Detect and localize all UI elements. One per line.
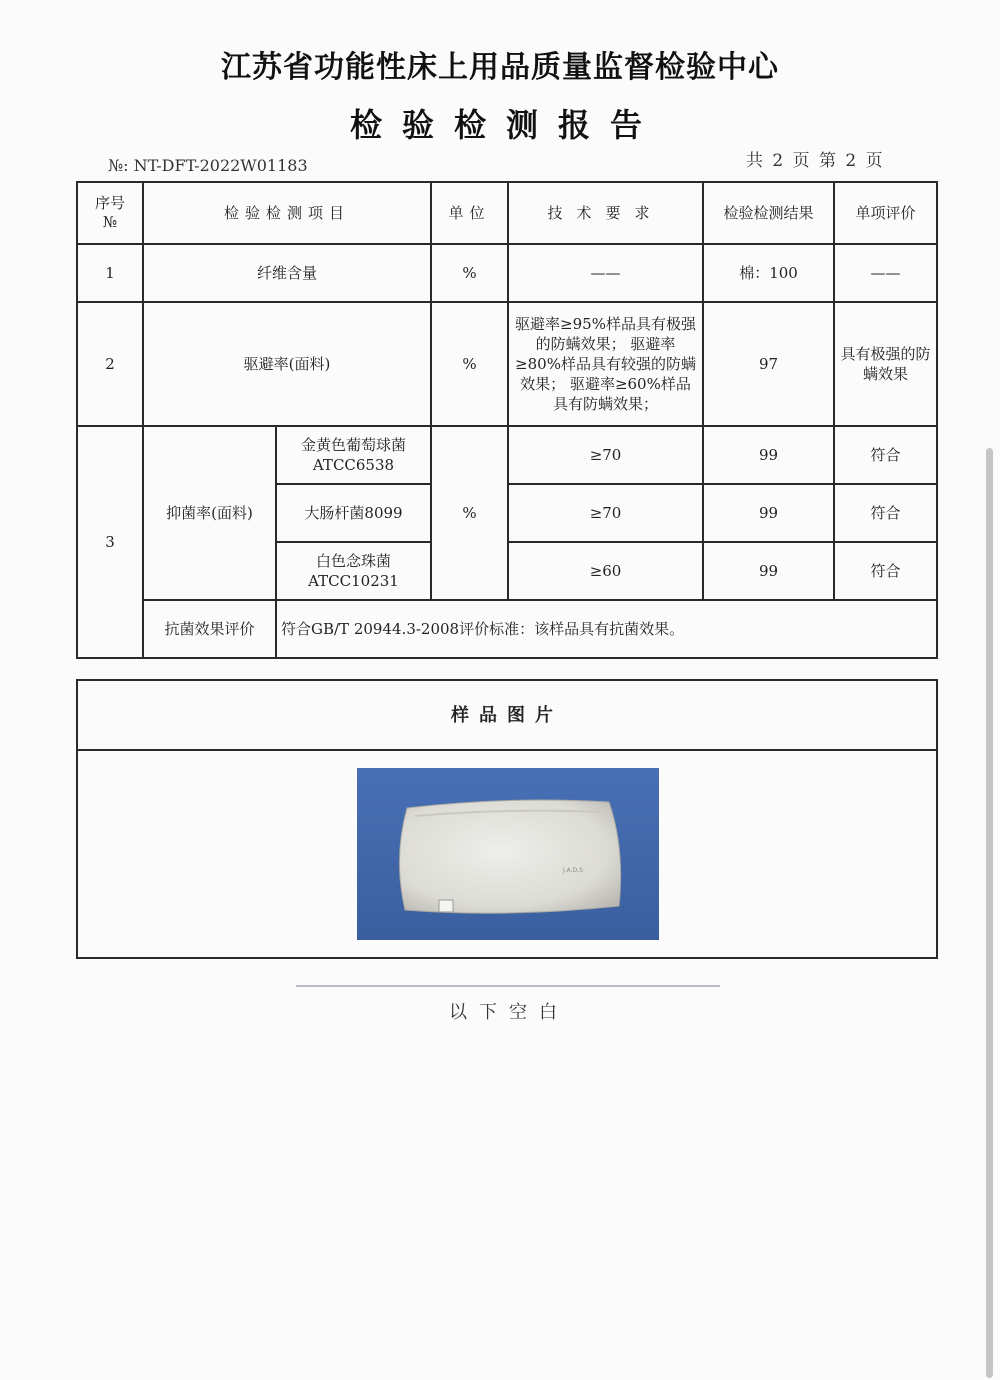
row3-requirement-3: ≥60 — [508, 542, 703, 600]
table-row — [77, 426, 937, 484]
header-item: 检验检测项目 — [143, 182, 431, 244]
org-title: 江苏省功能性床上用品质量监督检验中心 — [221, 50, 779, 85]
row1-seq: 1 — [77, 244, 143, 302]
pillow-illustration — [357, 768, 659, 940]
row2-result: 97 — [703, 302, 834, 426]
row2-requirement: 驱避率≥95%样品具有极强的防螨效果； 驱避率≥80%样品具有较强的防螨效果； 驱避率≥60%样品具有防螨效果； — [508, 302, 703, 426]
row1-requirement: —— — [508, 244, 703, 302]
results-table — [76, 181, 938, 659]
sample-image-title: 样品图片 — [78, 681, 936, 751]
table-row — [77, 600, 937, 658]
row3-organism-3: 白色念珠菌 ATCC10231 — [276, 542, 431, 600]
table-row — [77, 244, 937, 302]
row3-organism-1: 金黄色葡萄球菌 ATCC6538 — [276, 426, 431, 484]
row3-summary-label: 抗菌效果评价 — [143, 600, 276, 658]
row3-evaluation-2: 符合 — [834, 484, 937, 542]
row3-requirement-2: ≥70 — [508, 484, 703, 542]
row3-result-2: 99 — [703, 484, 834, 542]
row2-seq: 2 — [77, 302, 143, 426]
header-unit: 单位 — [431, 182, 508, 244]
row1-evaluation: —— — [834, 244, 937, 302]
row3-seq: 3 — [77, 426, 143, 658]
report-title: 检验检测报告 — [349, 106, 662, 144]
row3-evaluation-3: 符合 — [834, 542, 937, 600]
row3-result-1: 99 — [703, 426, 834, 484]
sample-image-section — [76, 679, 938, 959]
row1-unit: % — [431, 244, 508, 302]
row1-item: 纤维含量 — [143, 244, 431, 302]
page-info: 共 2 页 第 2 页 — [746, 151, 885, 171]
table-header-row — [77, 182, 937, 244]
header-result: 检验检测结果 — [703, 182, 834, 244]
header-evaluation: 单项评价 — [834, 182, 937, 244]
pillow-tag: J.A.D.S — [563, 867, 583, 874]
blank-note: 以下空白 — [449, 1002, 569, 1023]
sample-photo — [357, 768, 659, 940]
header-requirement: 技术要求 — [508, 182, 703, 244]
divider-line — [296, 985, 720, 987]
table-row — [77, 302, 937, 426]
row2-item: 驱避率(面料) — [143, 302, 431, 426]
row2-evaluation: 具有极强的防螨效果 — [834, 302, 937, 426]
row3-evaluation-1: 符合 — [834, 426, 937, 484]
row3-organism-2: 大肠杆菌8099 — [276, 484, 431, 542]
header-seq: 序号 № — [77, 182, 143, 244]
row3-requirement-1: ≥70 — [508, 426, 703, 484]
row3-summary-text: 符合GB/T 20944.3-2008评价标准：该样品具有抗菌效果。 — [276, 600, 937, 658]
row3-result-3: 99 — [703, 542, 834, 600]
care-label — [439, 900, 453, 912]
row1-result: 棉：100 — [703, 244, 834, 302]
report-number: №: NT-DFT-2022W01183 — [108, 156, 308, 175]
row3-unit: % — [431, 426, 508, 600]
row3-item: 抑菌率(面料) — [143, 426, 276, 600]
scrollbar[interactable] — [986, 448, 993, 1378]
row2-unit: % — [431, 302, 508, 426]
